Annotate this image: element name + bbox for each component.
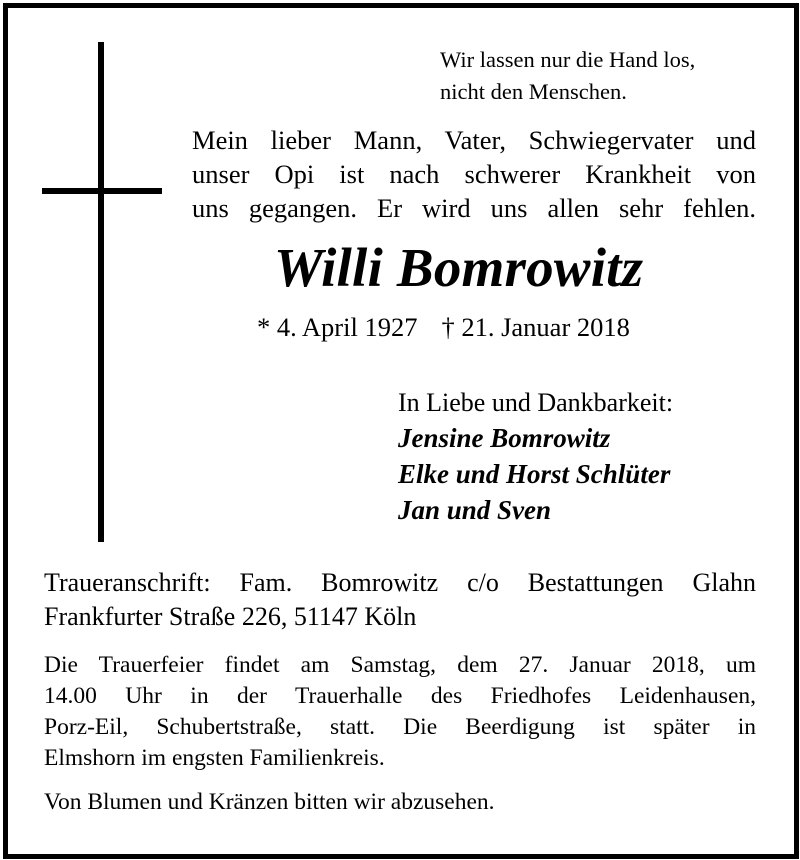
life-dates [257,312,630,343]
address-line: Frankfurter Straße 226, 51147 Köln [44,602,417,631]
intro-line: unser Opi ist nach schwerer Krankheit von [192,159,756,189]
mourner-name: Elke und Horst Schlüter [398,459,671,489]
funeral-line: Die Trauerfeier findet am Samstag, dem 27. Januar 2018, um [44,652,756,678]
death-date: † 21. Januar 2018 [441,312,630,342]
mourner-name: Jan und Sven [398,495,552,525]
intro-line: Mein lieber Mann, Vater, Schwiegervater und [192,125,756,155]
funeral-info [44,650,756,774]
funeral-line: 14.00 Uhr in der Trauerhalle des Friedhofes Leidenhausen, [44,683,756,709]
cross-horizontal-bar [42,188,162,194]
motto-line: Wir lassen nur die Hand los, [440,47,696,72]
closing-note: Von Blumen und Kränzen bitten wir abzusehen. [44,789,495,815]
funeral-line: Elmshorn im engsten Familienkreis. [44,745,385,771]
motto-line: nicht den Menschen. [440,79,627,104]
mourners-lead: In Liebe und Dankbarkeit: [398,388,674,417]
cross-vertical-bar [98,42,104,542]
address-line: Traueranschrift: Fam. Bomrowitz c/o Bestattungen Glahn [44,568,756,597]
funeral-line: Porz-Eil, Schubertstraße, statt. Die Beerdigung ist später in [44,714,756,740]
mourner-name: Jensine Bomrowitz [398,423,611,453]
mourning-address [44,566,756,634]
deceased-name: Willi Bomrowitz [274,237,644,298]
intro-text [192,123,756,225]
intro-line: uns gegangen. Er wird uns allen sehr fehlen. [192,193,756,223]
mourners-block [398,386,673,528]
motto-quote [440,44,695,108]
birth-date: * 4. April 1927 [257,312,418,342]
